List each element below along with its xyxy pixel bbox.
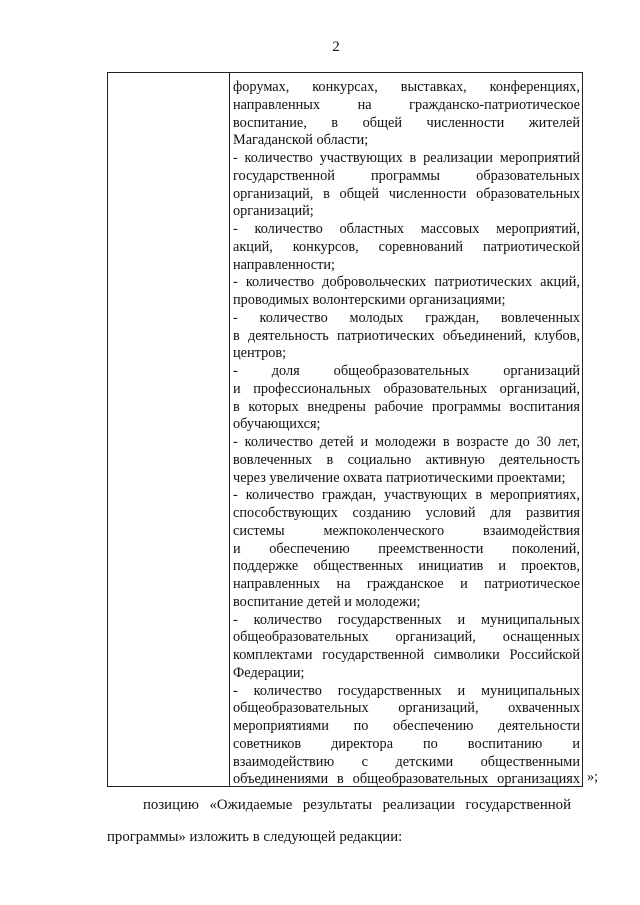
indicator-line: акций, конкурсов, соревнований патриотической	[233, 238, 580, 255]
indicator-line: воспитание детей и молодежи;	[233, 593, 421, 610]
indicator-line: через увеличение охвата патриотическими проектами;	[233, 469, 566, 486]
indicator-line: проводимых волонтерскими организациями;	[233, 292, 506, 308]
indicator-line: - количество добровольческих патриотических акций,	[233, 274, 580, 291]
indicator-item	[233, 487, 580, 611]
indicators-cell	[233, 79, 580, 789]
indicator-line: - количество граждан, участвующих в мероприятиях,	[233, 487, 580, 504]
indicator-line: Магаданской области;	[233, 132, 369, 149]
indicator-item	[233, 310, 580, 363]
indicator-item	[233, 221, 580, 274]
body-paragraph-line-2: программы» изложить в следующей редакции:	[107, 829, 403, 845]
indicator-item	[233, 434, 580, 487]
indicator-line: и профессиональных образовательных организаций,	[233, 380, 580, 397]
indicator-line: советников директора по воспитанию и	[233, 735, 580, 752]
indicator-item	[233, 612, 580, 683]
indicator-line: направленных на гражданско-патриотическое	[233, 96, 580, 113]
indicator-line: вовлеченных в социально активную деятельность	[233, 451, 580, 468]
closing-quote: »;	[587, 769, 599, 785]
indicator-line: - количество участвующих в реализации мероприятий	[233, 150, 580, 166]
indicator-line: и обеспечению преемственности поколений,	[233, 540, 580, 557]
indicator-line: - доля общеобразовательных организаций	[233, 363, 580, 379]
indicator-line: направленных на гражданское и патриотическое	[233, 576, 580, 592]
column-divider	[229, 73, 230, 786]
indicator-line: направленности;	[233, 256, 336, 273]
indicator-line: объединениями в общеобразовательных организациях	[233, 771, 580, 788]
indicator-line: способствующих созданию условий для развития	[233, 505, 580, 521]
indicator-line: центров;	[233, 345, 287, 362]
indicator-line: общеобразовательных организаций, оснащенных	[233, 629, 580, 646]
indicator-item	[233, 79, 580, 150]
indicator-line: государственной программы образовательных	[233, 167, 580, 184]
page-number: 2	[332, 39, 340, 55]
indicator-line: - количество областных массовых мероприятий,	[233, 221, 580, 237]
indicator-line: Федерации;	[233, 664, 305, 681]
indicator-line: взаимодействию с детскими общественными	[233, 753, 580, 770]
indicator-line: обучающихся;	[233, 416, 321, 433]
indicator-line: в которых внедрены рабочие программы воспитания	[233, 398, 580, 415]
indicator-line: комплектами государственной символики Российской	[233, 647, 580, 663]
indicator-line: системы межпоколенческого взаимодействия	[233, 522, 580, 539]
indicator-line: форумах, конкурсах, выставках, конференциях,	[233, 79, 580, 95]
indicator-item	[233, 150, 580, 221]
program-table	[107, 72, 583, 787]
indicator-line: - количество молодых граждан, вовлеченных	[233, 309, 580, 326]
indicator-item	[233, 683, 580, 790]
indicator-line: общеобразовательных организаций, охваченных	[233, 700, 580, 717]
indicator-line: - количество детей и молодежи в возрасте до 30 лет,	[233, 434, 580, 450]
indicator-line: мероприятиями по обеспечению деятельности	[233, 718, 580, 734]
indicator-item	[233, 363, 580, 434]
indicator-line: - количество государственных и муниципальных	[233, 682, 580, 699]
indicator-line: воспитание, в общей численности жителей	[233, 114, 580, 131]
indicator-line: - количество государственных и муниципальных	[233, 611, 580, 628]
indicator-line: поддержке общественных инициатив и проектов,	[233, 558, 580, 575]
indicator-line: организаций, в общей численности образовательных	[233, 185, 580, 202]
indicator-line: организаций;	[233, 203, 314, 220]
body-paragraph-line-1: позицию «Ожидаемые результаты реализации государственной	[143, 797, 571, 813]
indicator-item	[233, 274, 580, 310]
indicator-line: в деятельность патриотических объединений, клубов,	[233, 327, 580, 344]
